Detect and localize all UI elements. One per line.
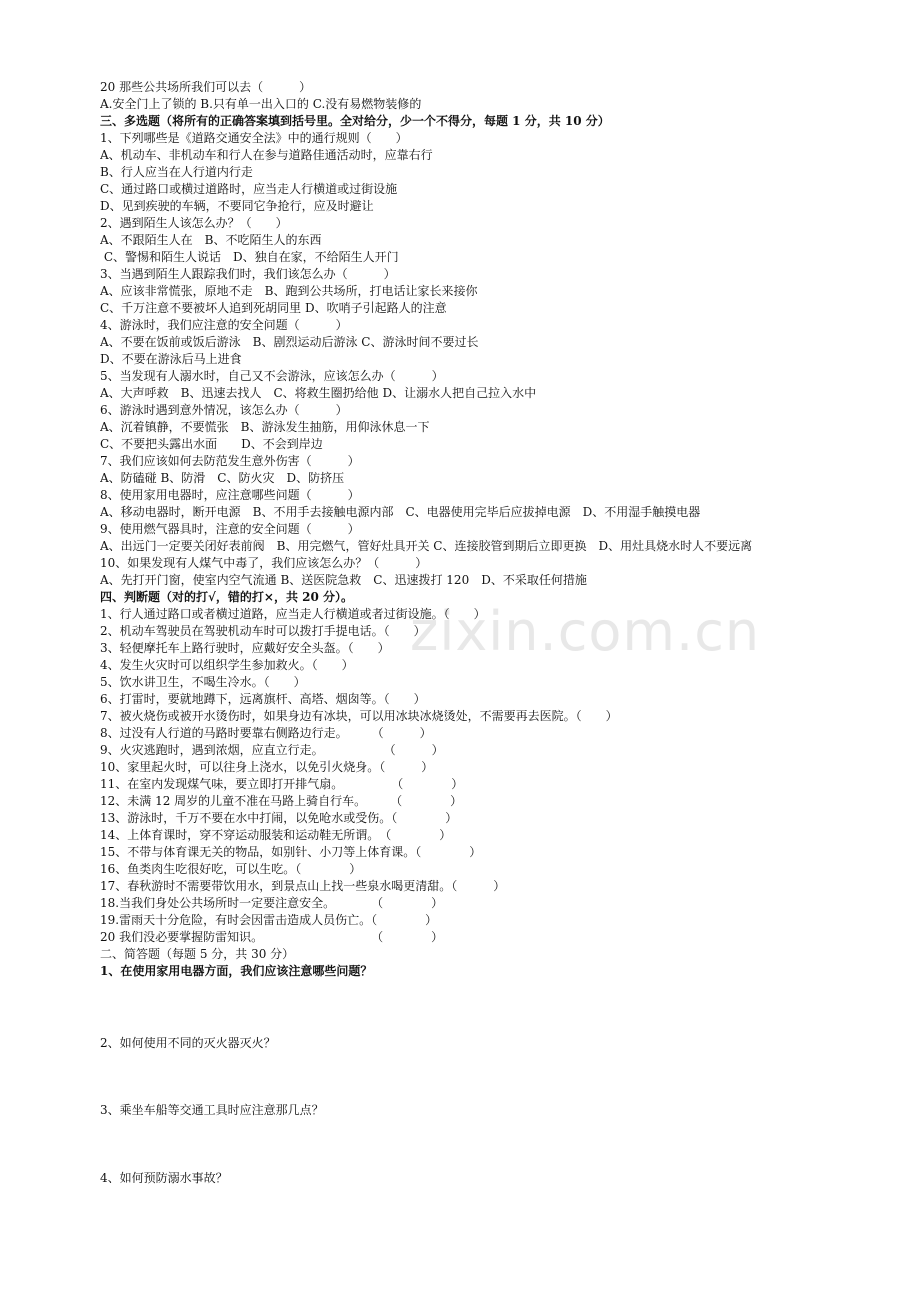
text-line: 2、遇到陌生人该怎么办？（ ） — [100, 216, 288, 230]
text-line: A、不跟陌生人在 B、不吃陌生人的东西 — [100, 233, 322, 247]
section-heading: 三、多选题（将所有的正确答案填到括号里。全对给分，少一个不得分，每题 1 分，共 10 分） — [100, 114, 610, 128]
text-line: 19.雷雨天十分危险，有时会因雷击造成人员伤亡。（ ） — [100, 913, 438, 927]
text-line: D、见到疾驶的车辆，不要同它争抢行，应及时避让 — [100, 199, 374, 213]
text-line: B、行人应当在人行道内行走 — [100, 165, 253, 179]
text-line: 5、当发现有人溺水时，自己又不会游泳，应该怎么办（ ） — [100, 369, 444, 383]
text-line: A、防磕碰 B、防滑 C、防火灾 D、防挤压 — [100, 471, 345, 485]
text-line: 4、发生火灾时可以组织学生参加救火。（ ） — [100, 658, 354, 672]
text-line: 14、上体育课时，穿不穿运动服装和运动鞋无所谓。 （ ） — [100, 828, 452, 842]
text-line: D、不要在游泳后马上进食 — [100, 352, 242, 366]
section-heading: 四、判断题（对的打√，错的打×，共 20 分）。 — [100, 590, 353, 604]
text-line: 7、被火烧伤或被开水烫伤时，如果身边有冰块，可以用冰块冰烧烫处，不需要再去医院。（ ） — [100, 709, 618, 723]
text-line: 6、打雷时，要就地蹲下，远离旗杆、高塔、烟囱等。（ ） — [100, 692, 426, 706]
text-line: 18.当我们身处公共场所时一定要注意安全。 （ ） — [100, 896, 444, 910]
text-line: A、大声呼救 B、迅速去找人 C、将救生圈扔给他 D、让溺水人把自己拉入水中 — [100, 386, 537, 400]
text-line: 4、游泳时，我们应注意的安全问题（ ） — [100, 318, 348, 332]
text-line: 20 那些公共场所我们可以去（ ） — [100, 80, 312, 94]
text-line: 17、春秋游时不需要带饮用水，到景点山上找一些泉水喝更清甜。（ ） — [100, 879, 506, 893]
text-line: 10、如果发现有人煤气中毒了，我们应该怎么办？（ ） — [100, 556, 428, 570]
text-line: 8、使用家用电器时，应注意哪些问题（ ） — [100, 488, 360, 502]
text-line: C、警惕和陌生人说话 D、独自在家，不给陌生人开门 — [100, 250, 399, 264]
text-line: 10、家里起火时，可以往身上浇水，以免引火烧身。（ ） — [100, 760, 434, 774]
text-line: A、机动车、非机动车和行人在参与道路佳通活动时，应靠右行 — [100, 148, 433, 162]
text-line: 12、未满 12 周岁的儿童不准在马路上骑自行车。 （ ） — [100, 794, 463, 808]
text-line: A、先打开门窗，使室内空气流通 B、送医院急救 C、迅速拨打 120 D、不采取任何措施 — [100, 573, 587, 587]
text-line: A、出远门一定要关闭好表前阀 B、用完燃气，管好灶具开关 C、连接胶管到期后立即更换 D、用灶具烧水时人不要远离 — [100, 539, 753, 553]
watermark-secondary — [280, 1005, 320, 1062]
short-answer-question-4: 4、如何预防溺水事故？ — [100, 1171, 228, 1185]
text-line: A、应该非常慌张，原地不走 B、跑到公共场所，打电话让家长来接你 — [100, 284, 478, 298]
text-line: A.安全门上了锁的 B.只有单一出入口的 C.没有易燃物装修的 — [100, 97, 422, 111]
text-line: 9、使用燃气器具时，注意的安全问题（ ） — [100, 522, 360, 536]
text-line: C、千万注意不要被坏人追到死胡同里 D、吹哨子引起路人的注意 — [100, 301, 447, 315]
text-line: A、不要在饭前或饭后游泳 B、剧烈运动后游泳 C、游泳时间不要过长 — [100, 335, 479, 349]
text-line: C、通过路口或横过道路时，应当走人行横道或过街设施 — [100, 182, 398, 196]
text-line: 3、轻便摩托车上路行驶时，应戴好安全头盔。（ ） — [100, 641, 390, 655]
text-line: 7、我们应该如何去防范发生意外伤害（ ） — [100, 454, 360, 468]
text-line: 1、行人通过路口或者横过道路，应当走人行横道或者过街设施。（ ） — [100, 607, 486, 621]
watermark: zixin.com.cn — [410, 600, 761, 663]
text-line: 9、火灾逃跑时，遇到浓烟，应直立行走。 （ ） — [100, 743, 444, 757]
text-line: 13、游泳时，千万不要在水中打闹，以免呛水或受伤。（ ） — [100, 811, 458, 825]
text-line: 6、游泳时遇到意外情况，该怎么办（ ） — [100, 403, 348, 417]
text-line: C、不要把头露出水面 D、不会到岸边 — [100, 437, 323, 451]
text-line: A、移动电器时，断开电源 B、不用手去接触电源内部 C、电器使用完毕后应拔掉电源 D、不用湿手触摸电器 — [100, 505, 701, 519]
text-line: 16、鱼类肉生吃很好吃，可以生吃。（ ） — [100, 862, 362, 876]
short-answer-question-2: 2、如何使用不同的灭火器灭火？ — [100, 1036, 276, 1050]
text-line: 11、在室内发现煤气味，要立即打开排气扇。 （ ） — [100, 777, 464, 791]
text-line: A、沉着镇静，不要慌张 B、游泳发生抽筋，用仰泳休息一下 — [100, 420, 430, 434]
text-line: 3、当遇到陌生人跟踪我们时，我们该怎么办（ ） — [100, 267, 396, 281]
text-line: 20 我们没必要掌握防雷知识。 （ ） — [100, 930, 444, 944]
text-line: 2、机动车驾驶员在驾驶机动车时可以拨打手提电话。（ ） — [100, 624, 426, 638]
text-line: 8、过没有人行道的马路时要靠右侧路边行走。 （ ） — [100, 726, 432, 740]
text-line: 二、简答题（每题 5 分，共 30 分） — [100, 947, 295, 961]
section-heading: 1、在使用家用电器方面，我们应该注意哪些问题？ — [100, 964, 373, 978]
text-line: 5、饮水讲卫生，不喝生冷水。（ ） — [100, 675, 306, 689]
text-line: 1、下列哪些是《道路交通安全法》中的通行规则（ ） — [100, 131, 408, 145]
short-answer-question-3: 3、乘坐车船等交通工具时应注意那几点？ — [100, 1103, 324, 1117]
text-line: 15、不带与体育课无关的物品，如别针、小刀等上体育课。（ ） — [100, 845, 482, 859]
